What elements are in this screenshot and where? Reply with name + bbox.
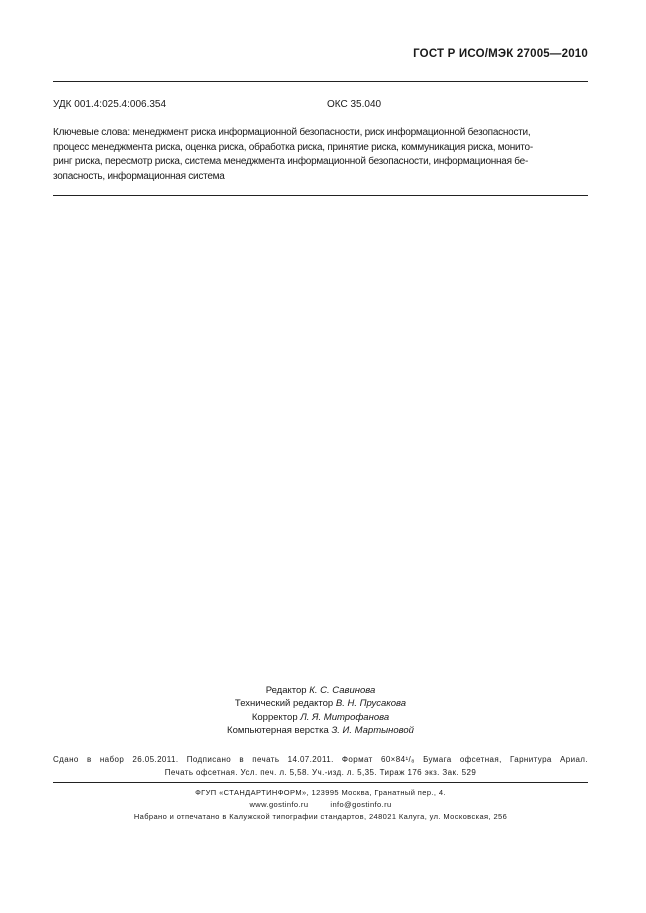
credit-tech-editor bbox=[53, 697, 588, 710]
keywords-line: Ключевые слова: менеджмент риска информационной безопасности, риск информационной безопасности, bbox=[53, 127, 531, 138]
oks-code: ОКС 35.040 bbox=[327, 99, 382, 110]
credit-layout bbox=[53, 724, 588, 737]
header-rule bbox=[53, 81, 588, 82]
keywords-line: процесс менеджмента риска, оценка риска, обработка риска, принятие риска, коммуникация риска, монито- bbox=[53, 141, 533, 153]
udk-code: УДК 001.4:025.4:006.354 bbox=[53, 99, 167, 110]
publisher-contacts bbox=[53, 800, 588, 809]
credit-role: Компьютерная верстка bbox=[227, 724, 332, 736]
keywords-line: ринг риска, пересмотр риска, система менеджмента информационной безопасности, информационная бе- bbox=[53, 156, 529, 168]
credit-proofreader bbox=[53, 711, 588, 724]
keywords-line: зопасность, информационная система bbox=[53, 170, 225, 182]
credit-name: З. И. Мартыновой bbox=[331, 724, 414, 736]
credit-name: Л. Я. Митрофанова bbox=[300, 711, 390, 723]
publisher-address: ФГУП «СТАНДАРТИНФОРМ», 123995 Москва, Гранатный пер., 4. bbox=[195, 788, 446, 797]
credits-block bbox=[53, 684, 588, 737]
credit-name: В. Н. Прусакова bbox=[335, 698, 407, 710]
keywords-block bbox=[53, 126, 588, 184]
credit-role: Технический редактор bbox=[234, 698, 336, 710]
credit-name: К. С. Савинова bbox=[309, 685, 376, 696]
credit-role: Редактор bbox=[265, 685, 310, 696]
imprint-line-2: Печать офсетная. Усл. печ. л. 5,58. Уч.-изд. л. 5,35. Тираж 176 экз. Зак. 529 bbox=[164, 768, 477, 777]
publisher-email: info@gostinfo.ru bbox=[330, 800, 392, 809]
imprint-rule bbox=[53, 782, 588, 783]
credit-role: Корректор bbox=[251, 711, 301, 723]
standard-designation: ГОСТ Р ИСО/МЭК 27005—2010 bbox=[413, 48, 588, 60]
imprint-line-1: Сдано в набор 26.05.2011. Подписано в печать 14.07.2011. Формат 60×84¹/₈ Бумага офсетная, Гарнитура Ариал. bbox=[53, 755, 588, 764]
keywords-rule bbox=[53, 195, 588, 196]
credit-editor bbox=[53, 684, 588, 697]
printing-house: Набрано и отпечатано в Калужской типографии стандартов, 248021 Калуга, ул. Московская, 256 bbox=[133, 812, 508, 821]
publisher-web: www.gostinfo.ru bbox=[249, 800, 309, 809]
